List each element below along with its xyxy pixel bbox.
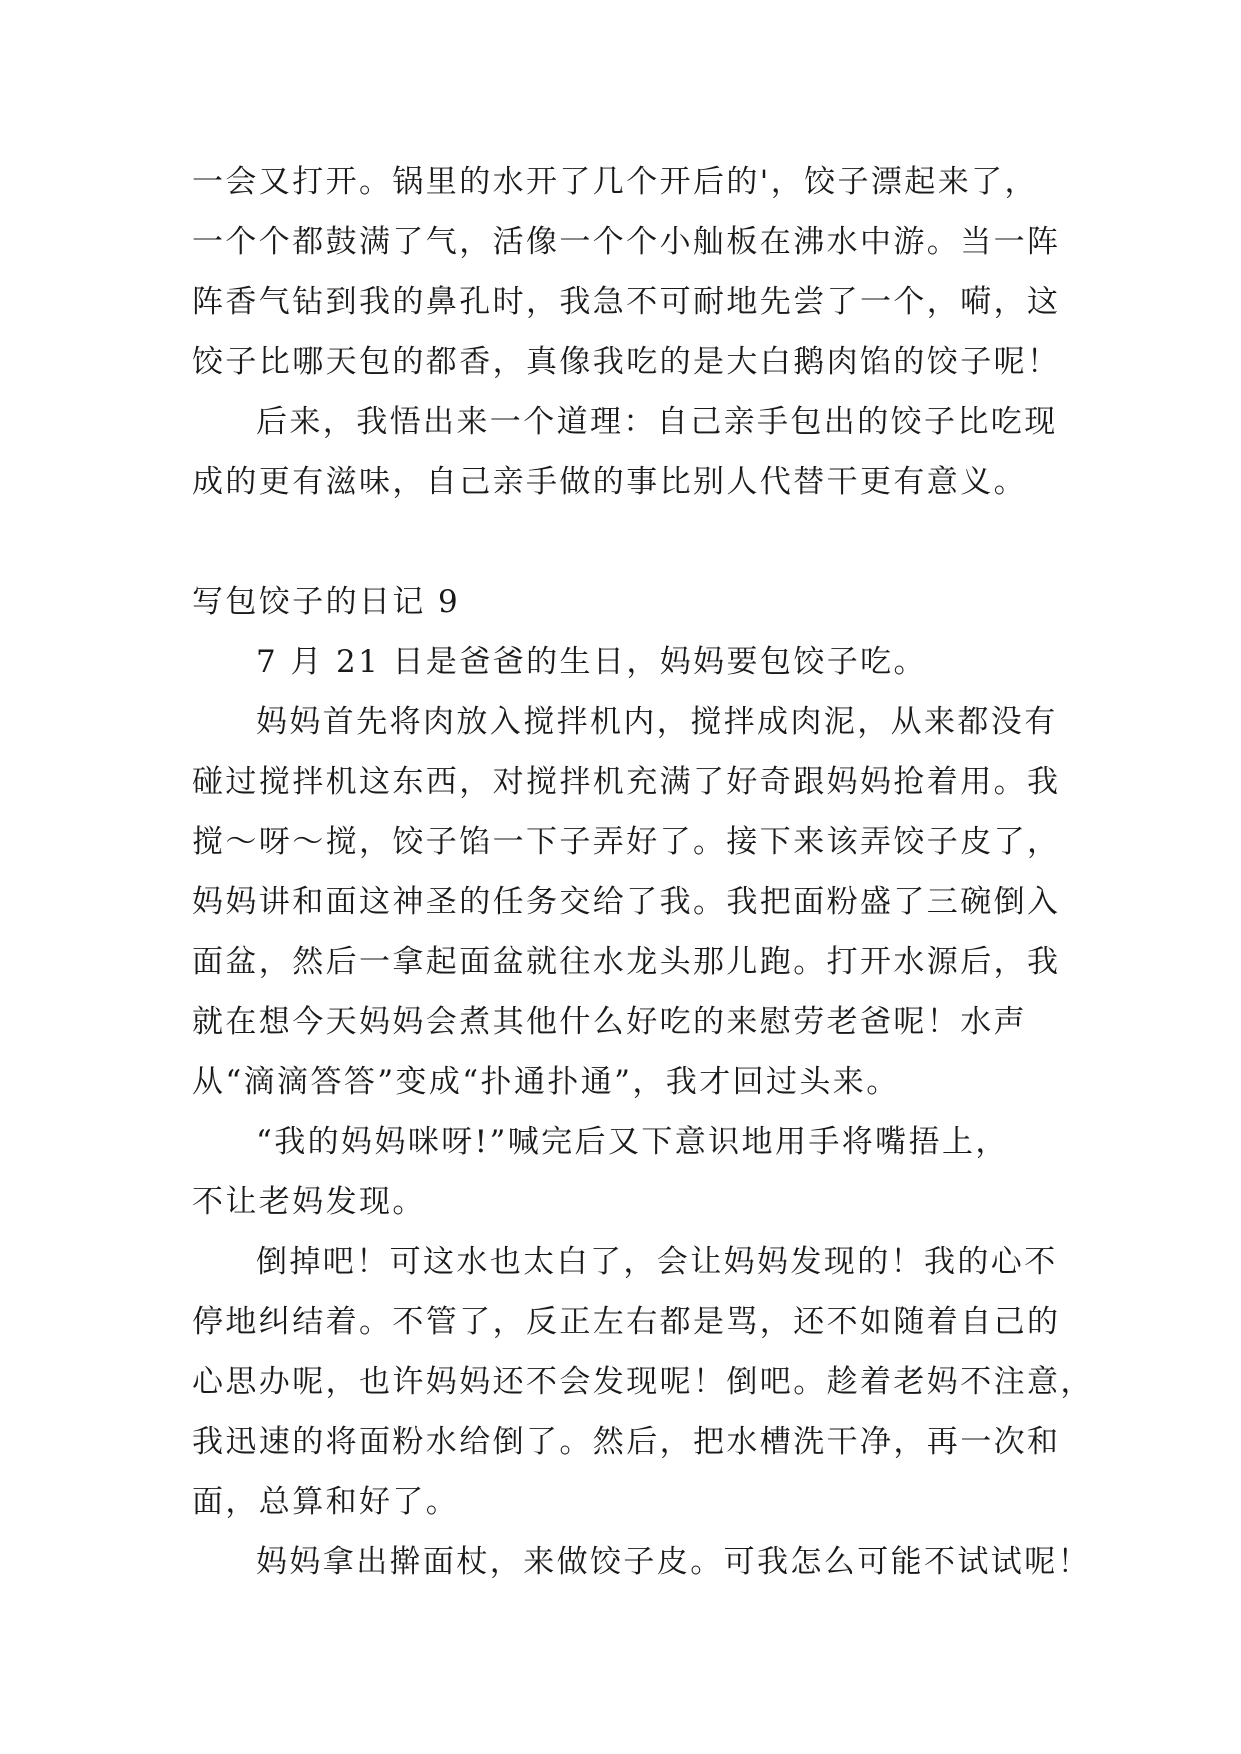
text-line-1: 一会又打开。锅里的水开了几个开后的'，饺子漂起来了， xyxy=(192,164,1038,200)
text-line-2: 一个个都鼓满了气，活像一个个小舢板在沸水中游。当一阵 xyxy=(192,224,1061,260)
text-line-18: 倒掉吧！可这水也太白了，会让妈妈发现的！我的心不 xyxy=(256,1244,1058,1280)
text-line-4: 饺子比哪天包的都香，真像我吃的是大白鹅肉馅的饺子呢！ xyxy=(192,344,1061,380)
text-line-16: “我的妈妈咪呀!”喊完后又下意识地用手将嘴捂上， xyxy=(256,1124,1009,1160)
text-line-17: 不让老妈发现。 xyxy=(192,1184,426,1220)
text-line-9: 妈妈首先将肉放入搅拌机内，搅拌成肉泥，从来都没有 xyxy=(256,704,1058,740)
text-line-10: 碰过搅拌机这东西，对搅拌机充满了好奇跟妈妈抢着用。我 xyxy=(192,764,1061,800)
text-line-14: 就在想今天妈妈会煮其他什么好吃的来慰劳老爸呢！水声 xyxy=(192,1004,1027,1040)
text-line-15: 从“滴滴答答”变成“扑通扑通”，我才回过头来。 xyxy=(192,1064,900,1100)
text-line-23: 妈妈拿出擀面杖，来做饺子皮。可我怎么可能不试试呢！ xyxy=(256,1544,1091,1580)
text-line-3: 阵香气钻到我的鼻孔时，我急不可耐地先尝了一个，嗬，这 xyxy=(192,284,1061,320)
text-line-22: 面，总算和好了。 xyxy=(192,1484,460,1520)
text-line-13: 面盆，然后一拿起面盆就往水龙头那儿跑。打开水源后，我 xyxy=(192,944,1061,980)
text-line-20: 心思办呢，也许妈妈还不会发现呢！倒吧。趁着老妈不注意， xyxy=(192,1364,1094,1400)
text-line-6: 成的更有滋味，自己亲手做的事比别人代替干更有意义。 xyxy=(192,464,1027,500)
text-line-21: 我迅速的将面粉水给倒了。然后，把水槽洗干净，再一次和 xyxy=(192,1424,1061,1460)
text-line-8: 7 月 21 日是爸爸的生日，妈妈要包饺子吃。 xyxy=(256,644,927,680)
text-line-19: 停地纠结着。不管了，反正左右都是骂，还不如随着自己的 xyxy=(192,1304,1061,1340)
text-line-12: 妈妈讲和面这神圣的任务交给了我。我把面粉盛了三碗倒入 xyxy=(192,884,1061,920)
text-line-11: 搅～呀～搅，饺子馅一下子弄好了。接下来该弄饺子皮了， xyxy=(192,824,1061,860)
text-line-5: 后来，我悟出来一个道理：自己亲手包出的饺子比吃现 xyxy=(256,404,1058,440)
section-heading: 写包饺子的日记 9 xyxy=(192,584,461,620)
